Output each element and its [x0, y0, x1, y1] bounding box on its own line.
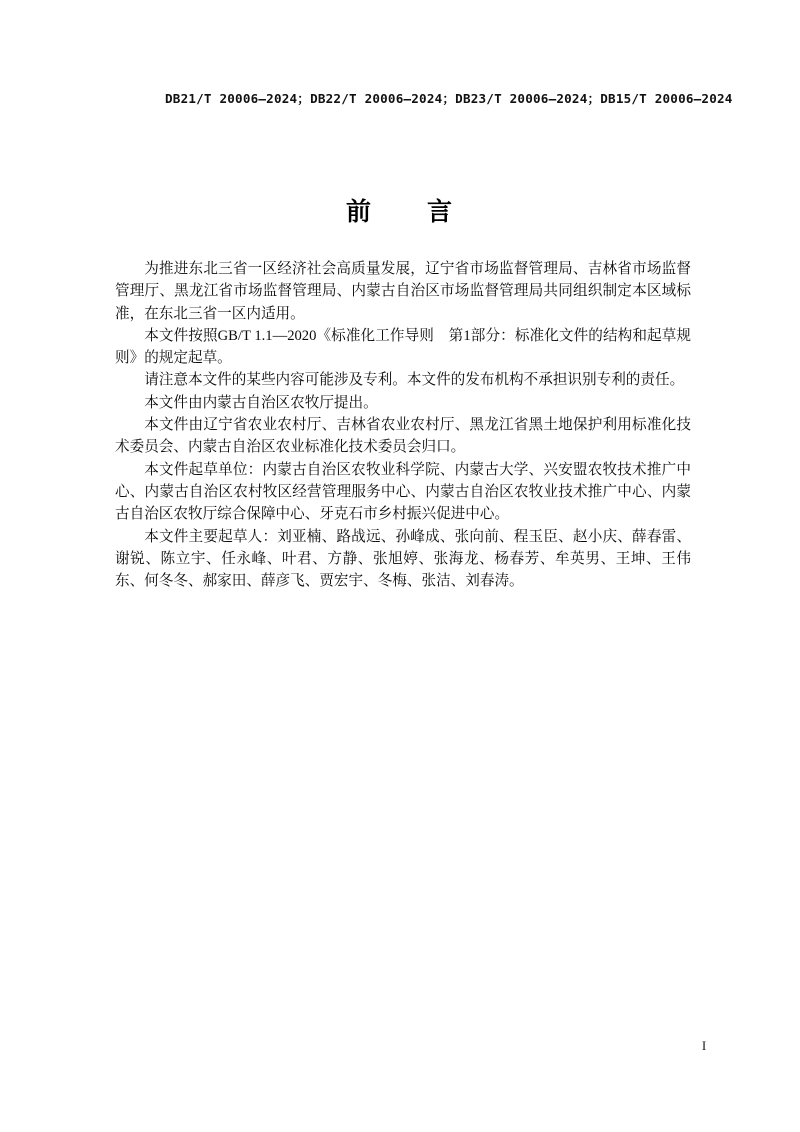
foreword-paragraph: 本文件由辽宁省农业农村厅、吉林省农业农村厅、黑龙江省黑土地保护利用标准化技术委员会、内蒙古自治区农业标准化技术委员会归口。: [115, 417, 691, 456]
page-number: I: [701, 1038, 707, 1053]
foreword-paragraph: 本文件起草单位：内蒙古自治区农牧业科学院、内蒙古大学、兴安盟农牧技术推广中心、内蒙古自治区农村牧区经营管理服务中心、内蒙古自治区农牧业技术推广中心、内蒙古自治区农牧厅综合保障中心、牙克石市乡村振兴促进中心。: [115, 461, 691, 523]
foreword-paragraph: 本文件由内蒙古自治区农牧厅提出。: [144, 394, 378, 411]
foreword-paragraph: 本文件主要起草人：刘亚楠、路战远、孙峰成、张向前、程玉臣、赵小庆、薛春雷、谢锐、陈立宇、任永峰、叶君、方静、张旭婷、张海龙、杨春芳、牟英男、王坤、王伟东、何冬冬、郝家田、薛彦飞、贾宏宇、冬梅、张洁、刘春涛。: [115, 528, 691, 590]
foreword-body: [115, 258, 691, 592]
foreword-paragraph: 本文件按照GB/T 1.1—2020《标准化工作导则 第1部分：标准化文件的结构和起草规则》的规定起草。: [115, 327, 691, 367]
running-header-standard-numbers: DB21/T 20006—2024；DB22/T 20006—2024；DB23/T 20006—2024；DB15/T 20006—2024: [165, 91, 733, 106]
page-title: 前 言: [345, 197, 454, 226]
foreword-paragraph: 请注意本文件的某些内容可能涉及专利。本文件的发布机构不承担识别专利的责任。: [144, 372, 685, 389]
foreword-paragraph: 为推进东北三省一区经济社会高质量发展，辽宁省市场监督管理局、吉林省市场监督管理厅、黑龙江省市场监督管理局、内蒙古自治区市场监督管理局共同组织制定本区域标准，在东北三省一区内适用。: [115, 261, 691, 322]
